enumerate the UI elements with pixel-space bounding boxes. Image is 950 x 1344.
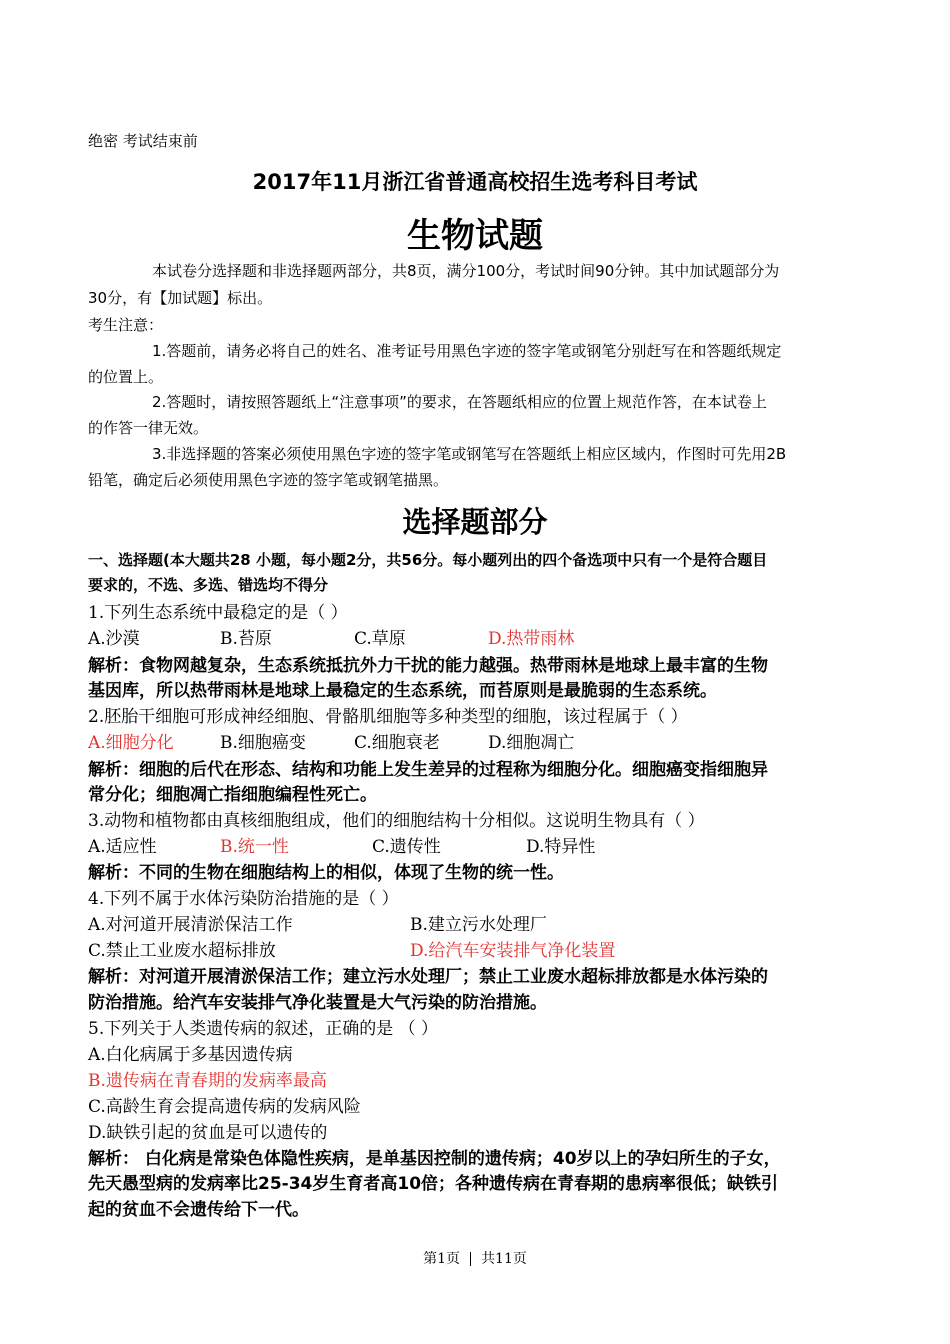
footer-divider bbox=[470, 1252, 471, 1266]
q3-option-c: C.遗传性 bbox=[372, 837, 441, 857]
question-1-stem: 1.下列生态系统中最稳定的是（ ） bbox=[88, 603, 348, 623]
q5-option-a: A.白化病属于多基因遗传病 bbox=[88, 1045, 293, 1065]
q2-option-c: C.细胞衰老 bbox=[354, 733, 440, 753]
q1-analysis-1: 解析：食物网越复杂，生态系统抵抗外力干扰的能力越强。热带雨林是地球上最丰富的生物 bbox=[88, 656, 768, 676]
q5-option-d: D.缺铁引起的贫血是可以遗传的 bbox=[88, 1123, 328, 1143]
q4-option-d-answer: D.给汽车安装排气净化装置 bbox=[410, 941, 616, 961]
notice-1b: 的位置上。 bbox=[88, 368, 164, 386]
question-2-stem: 2.胚胎干细胞可形成神经细胞、骨骼肌细胞等多种类型的细胞，该过程属于（ ） bbox=[88, 707, 688, 727]
q2-option-b: B.细胞癌变 bbox=[220, 733, 306, 753]
q2-analysis-2: 常分化；细胞凋亡指细胞编程性死亡。 bbox=[88, 785, 377, 805]
q2-analysis-1: 解析：细胞的后代在形态、结构和功能上发生差异的过程称为细胞分化。细胞癌变指细胞异 bbox=[88, 760, 768, 780]
confidential-label: 绝密 考试结束前 bbox=[88, 132, 198, 150]
q2-option-d: D.细胞凋亡 bbox=[488, 733, 575, 753]
notice-2b: 的作答一律无效。 bbox=[88, 419, 209, 437]
q1-option-d-answer: D.热带雨林 bbox=[488, 629, 575, 649]
page-footer bbox=[0, 1248, 950, 1268]
exam-title: 2017年11月浙江省普通高校招生选考科目考试 bbox=[252, 170, 698, 194]
q1-analysis-2: 基因库，所以热带雨林是地球上最稳定的生态系统，而苔原则是最脆弱的生态系统。 bbox=[88, 681, 717, 701]
page-total: 共11页 bbox=[481, 1251, 527, 1267]
q4-option-a: A.对河道开展清淤保洁工作 bbox=[88, 915, 293, 935]
question-3-stem: 3.动物和植物都由真核细胞组成，他们的细胞结构十分相似。这说明生物具有（ ） bbox=[88, 811, 705, 831]
section-instruction-2: 要求的，不选、多选、错选均不得分 bbox=[88, 576, 329, 594]
q5-option-c: C.高龄生育会提高遗传病的发病风险 bbox=[88, 1097, 361, 1117]
section-title: 选择题部分 bbox=[402, 505, 548, 539]
q5-analysis-3: 起的贫血不会遗传给下一代。 bbox=[88, 1200, 309, 1220]
q4-option-b: B.建立污水处理厂 bbox=[410, 915, 547, 935]
notice-title: 考生注意： bbox=[88, 316, 164, 334]
notice-1a: 1.答题前，请务必将自己的姓名、准考证号用黑色字迹的签字笔或钢笔分别赶写在和答题纸规定 bbox=[152, 342, 782, 360]
q1-option-c: C.草原 bbox=[354, 629, 406, 649]
q3-option-b-answer: B.统一性 bbox=[220, 837, 289, 857]
q3-option-d: D.特异性 bbox=[526, 837, 596, 857]
intro-line-2: 30分，有【加试题】标出。 bbox=[88, 289, 273, 307]
page-number: 第1页 bbox=[423, 1251, 461, 1267]
q5-analysis-2: 先天愚型病的发病率比25-34岁生育者高10倍；各种遗传病在青春期的患病率很低；缺铁引 bbox=[88, 1174, 779, 1194]
q3-analysis-1: 解析：不同的生物在细胞结构上的相似，体现了生物的统一性。 bbox=[88, 863, 564, 883]
q4-analysis-1: 解析：对河道开展清淤保洁工作；建立污水处理厂；禁止工业废水超标排放都是水体污染的 bbox=[88, 967, 768, 987]
notice-3a: 3.非选择题的答案必须使用黑色字迹的签字笔或钢笔写在答题纸上相应区域内，作图时可先用2B bbox=[152, 445, 787, 463]
notice-3b: 铅笔，确定后必须使用黑色字迹的签字笔或钢笔描黑。 bbox=[88, 471, 449, 489]
question-5-stem: 5.下列关于人类遗传病的叙述，正确的是 （ ） bbox=[88, 1019, 439, 1039]
q1-option-a: A.沙漠 bbox=[88, 629, 140, 649]
q5-analysis-1: 解析： 白化病是常染色体隐性疾病，是单基因控制的遗传病；40岁以上的孕妇所生的子女， bbox=[88, 1149, 781, 1169]
q5-option-b-answer: B.遗传病在青春期的发病率最高 bbox=[88, 1071, 327, 1091]
intro-line-1: 本试卷分选择题和非选择题两部分，共8页，满分100分，考试时间90分钟。其中加试题部分为 bbox=[152, 262, 780, 280]
notice-2a: 2.答题时，请按照答题纸上“注意事项”的要求，在答题纸相应的位置上规范作答，在本试卷上 bbox=[152, 393, 767, 411]
q3-option-a: A.适应性 bbox=[88, 837, 157, 857]
q1-option-b: B.苔原 bbox=[220, 629, 272, 649]
question-4-stem: 4.下列不属于水体污染防治措施的是（ ） bbox=[88, 889, 399, 909]
q2-option-a-answer: A.细胞分化 bbox=[88, 733, 174, 753]
section-instruction-1: 一、选择题(本大题共28 小题，每小题2分，共56分。每小题列出的四个备选项中只有一个是符合题目 bbox=[88, 551, 768, 569]
subject-title: 生物试题 bbox=[407, 216, 543, 256]
q4-analysis-2: 防治措施。给汽车安装排气净化装置是大气污染的防治措施。 bbox=[88, 993, 547, 1013]
q4-option-c: C.禁止工业废水超标排放 bbox=[88, 941, 276, 961]
